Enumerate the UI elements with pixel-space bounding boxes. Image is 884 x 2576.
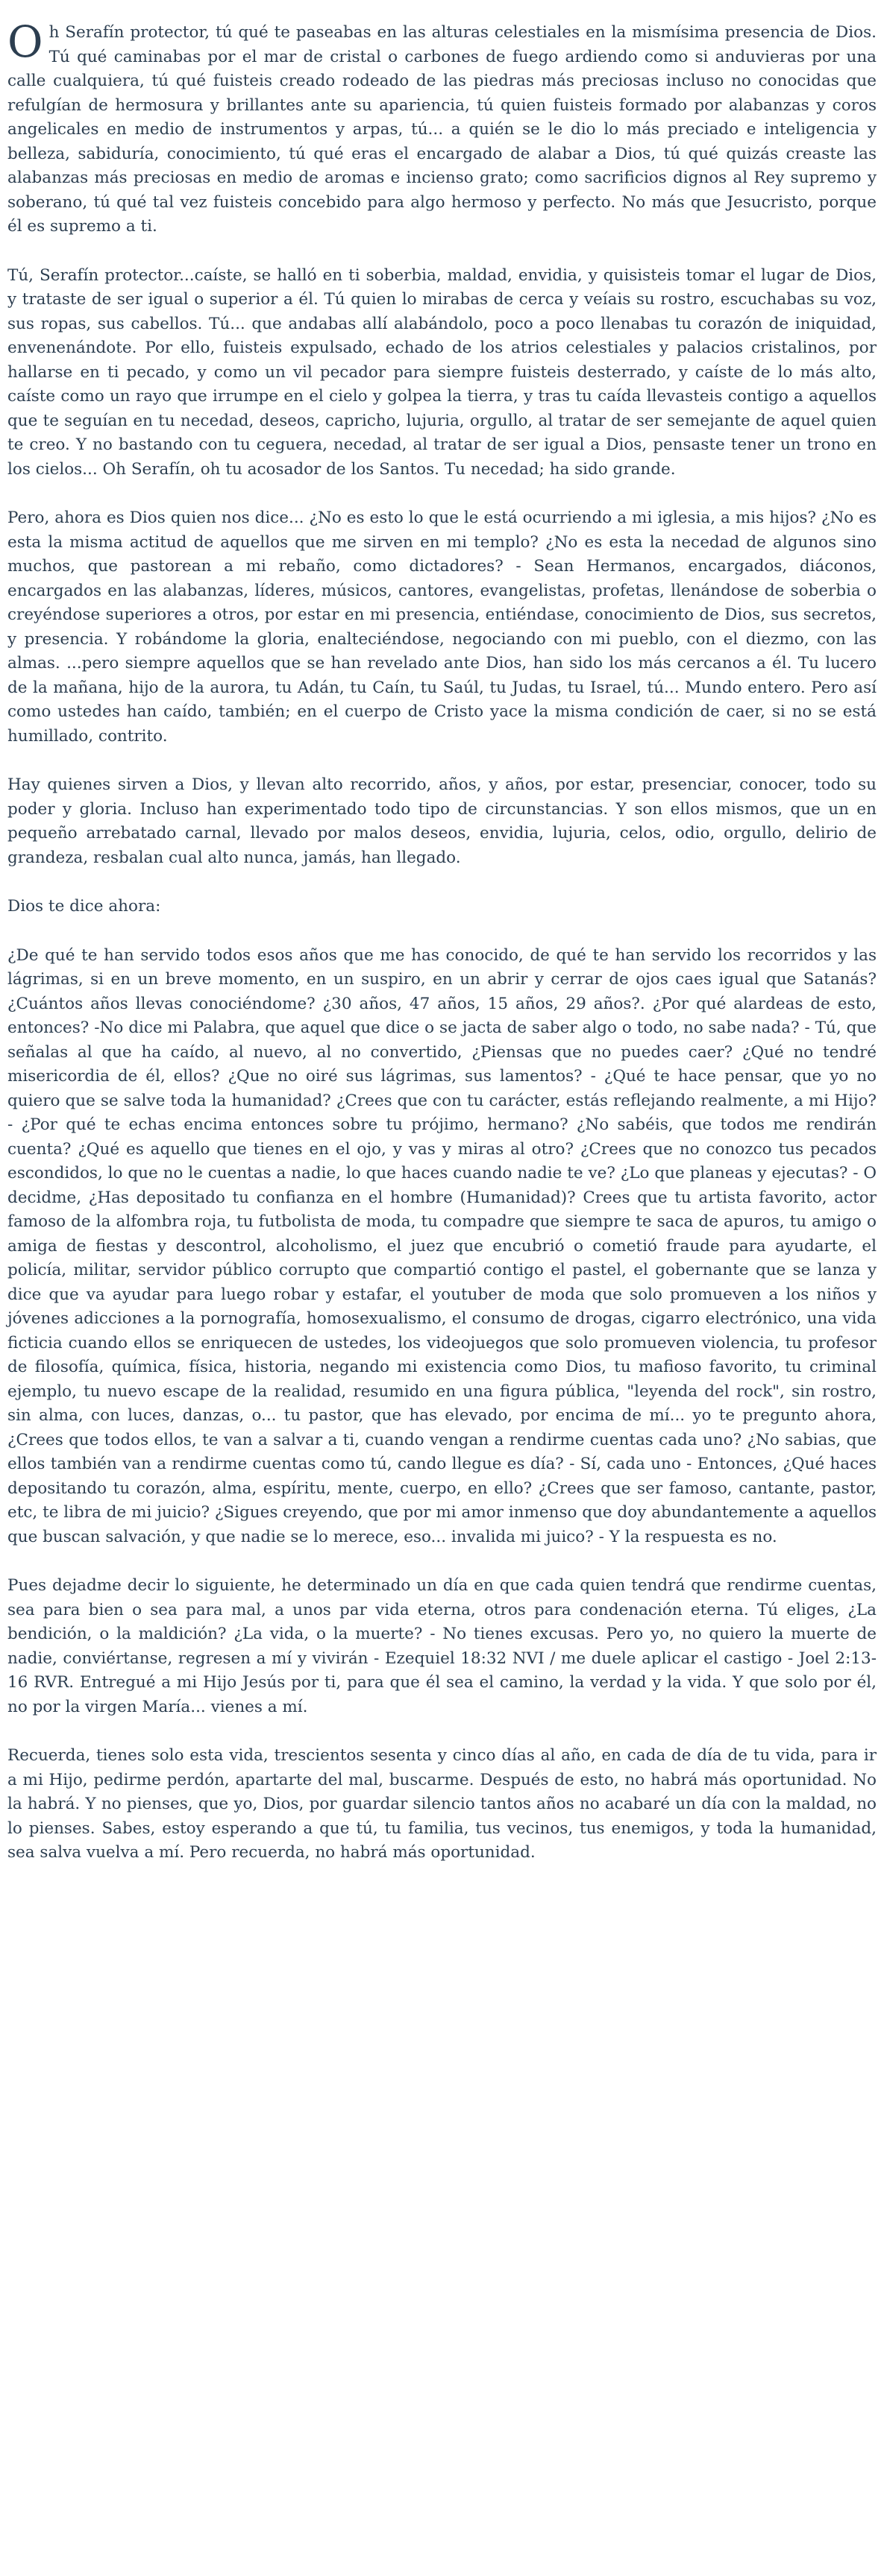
paragraph-1-text: h Serafín protector, tú qué te paseabas en las alturas celestiales en la mismísima presencia de Dios. Tú qué caminabas por el mar de cristal o carbones de fuego ardiendo como si anduvieras por una calle cualquiera, tú qué fuisteis creado rodeado de las piedras más preciosas incluso no conocidas que refulgían de hermosura y brillantes ante su apariencia, tú quien fuisteis formado por alabanzas y coros angelicales en medio de instrumentos y arpas, tú... a quién se le dio lo más preciado e inteligencia y belleza, sabiduría, conocimiento, tú qué eras el encargado de alabar a Dios, tú qué quizás creaste las alabanzas más preciosas en medio de aromas e incienso grato; como sacrificios dignos al Rey supremo y soberano, tú qué tal vez fuisteis concebido para algo hermoso y perfecto. No más que Jesucristo, porque él es supremo a ti.	[7, 23, 877, 236]
drop-cap: O	[7, 16, 43, 67]
paragraph-7: Pues dejadme decir lo siguiente, he determinado un día en que cada quien tendrá que rendirme cuentas, sea para bien o sea para mal, a unos par vida eterna, otros para condenación eterna. Tú eliges, ¿La bendición, o la maldición? ¿La vida, o la muerte? - No tienes excusas. Pero yo, no quiero la muerte de nadie, conviértanse, regresen a mí y vivirán - Ezequiel 18:32 NVI / me duele aplicar el castigo - Joel 2:13-16 RVR. Entregué a mi Hijo Jesús por ti, para que él sea el camino, la verdad y la vida. Y que solo por él, no por la virgen María... vienes a mí.	[7, 1576, 877, 1716]
paragraph-3: Pero, ahora es Dios quien nos dice... ¿No es esto lo que le está ocurriendo a mi iglesia, a mis hijos? ¿No es esta la misma actitud de aquellos que me sirven en mi templo? ¿No es esta la necedad de algunos sino muchos, que pastorean a mi rebaño, como dictadores? - Sean Hermanos, encargados, diáconos, encargados en las alabanzas, líderes, músicos, cantores, evangelistas, profetas, llenándose de soberbia o creyéndose superiores a otros, por estar en mi presencia, entiéndase, conocimiento de Dios, sus secretos, y presencia. Y robándome la gloria, enalteciéndose, negociando con mi pueblo, con el diezmo, con las almas. ...pero siempre aquellos que se han revelado ante Dios, han sido los más cercanos a él. Tu lucero de la mañana, hijo de la aurora, tu Adán, tu Caín, tu Saúl, tu Judas, tu Israel, tú... Mundo entero. Pero así como ustedes han caído, también; en el cuerpo de Cristo yace la misma condición de caer, si no se está humillado, contrito.	[7, 508, 877, 746]
paragraph-1	[7, 16, 877, 239]
paragraph-2: Tú, Serafín protector...caíste, se halló en ti soberbia, maldad, envidia, y quisisteis tomar el lugar de Dios, y trataste de ser igual o superior a él. Tú quien lo mirabas de cerca y veíais su rostro, escuchabas su voz, sus ropas, sus cabellos. Tú... que andabas allí alabándolo, poco a poco llenabas tu corazón de iniquidad, envenenándote. Por ello, fuisteis expulsado, echado de los atrios celestiales y palacios cristalinos, por hallarse en ti pecado, y como un vil pecador para siempre fuisteis desterrado, y caíste de lo más alto, caíste como un rayo que irrumpe en el cielo y golpea la tierra, y tras tu caída llevasteis contigo a aquellos que te seguían en tu necedad, deseos, capricho, lujuria, orgullo, al tratar de ser semejante de aquel quien te creo. Y no bastando con tu ceguera, necedad, al tratar de ser igual a Dios, pensaste tener un trono en los cielos... Oh Serafín, oh tu acosador de los Santos. Tu necedad; ha sido grande.	[7, 265, 877, 479]
paragraph-4: Hay quienes sirven a Dios, y llevan alto recorrido, años, y años, por estar, presenciar, conocer, todo su poder y gloria. Incluso han experimentado todo tipo de circunstancias. Y son ellos mismos, que un en pequeño arrebatado carnal, llevado por malos deseos, envidia, lujuria, celos, odio, orgullo, delirio de grandeza, resbalan cual alto nunca, jamás, han llegado.	[7, 775, 877, 867]
paragraph-5: Dios te dice ahora:	[7, 897, 161, 916]
paragraph-8: Recuerda, tienes solo esta vida, trescientos sesenta y cinco días al año, en cada de día de tu vida, para ir a mi Hijo, pedirme perdón, apartarte del mal, buscarme. Después de esto, no habrá más oportunidad. No la habrá. Y no pienses, que yo, Dios, por guardar silencio tantos años no acabaré un día con la maldad, no lo pienses. Sabes, estoy esperando a que tú, tu familia, tus vecinos, tus enemigos, y toda la humanidad, sea salva vuelva a mí. Pero recuerda, no habrá más oportunidad.	[7, 1746, 877, 1862]
paragraph-6: ¿De qué te han servido todos esos años que me has conocido, de qué te han servido los recorridos y las lágrimas, si en un breve momento, en un suspiro, en un abrir y cerrar de ojos caes igual que Satanás? ¿Cuántos años llevas conociéndome? ¿30 años, 47 años, 15 años, 29 años?. ¿Por qué alardeas de esto, entonces? -No dice mi Palabra, que aquel que dice o se jacta de saber algo o todo, no sabe nada? - Tú, que señalas al que ha caído, al nuevo, al no convertido, ¿Piensas que no puedes caer? ¿Qué no tendré misericordia de él, ellos? ¿Que no oiré sus lágrimas, sus lamentos? - ¿Qué te hace pensar, que yo no quiero que se salve toda la humanidad? ¿Crees que con tu carácter, estás reflejando realmente, a mi Hijo? - ¿Por qué te echas encima entonces sobre tu prójimo, hermano? ¿No sabéis, que todos me rendirán cuenta? ¿Qué es aquello que tienes en el ojo, y vas y miras al otro? ¿Crees que no conozco tus pecados escondidos, lo que no le cuentas a nadie, lo que haces cuando nadie te ve? ¿Lo que planeas y ejecutas? - O decidme, ¿Has depositado tu confianza en el hombre (Humanidad)? Crees que tu artista favorito, actor famoso de la alfombra roja, tu futbolista de moda, tu compadre que siempre te saca de apuros, tu amigo o amiga de fiestas y descontrol, alcoholismo, el juez que encubrió o cometió fraude para ayudarte, el policía, militar, servidor público corrupto que compartió contigo el pastel, el gobernante que se lanza y dice que va ayudar para luego robar y estafar, el youtuber de moda que solo promueven a los niños y jóvenes adicciones a la pornografía, homosexualismo, el consumo de drogas, cigarro electrónico, una vida ficticia cuando ellos se enriquecen de ustedes, los videojuegos que solo promueven violencia, tu profesor de filosofía, química, física, historia, negando mi existencia como Dios, tu mafioso favorito, tu criminal ejemplo, tu nuevo escape de la realidad, resumido en una figura pública, "leyenda del rock", sin rostro, sin alma, con luces, danzas, o... tu pastor, que has elevado, por encima de mí... yo te pregunto ahora, ¿Crees que todos ellos, te van a salvar a ti, cuando vengan a rendirme cuentas cada uno? ¿No sabias, que ellos también van a rendirme cuentas como tú, cando llegue es día? - Sí, cada uno - Entonces, ¿Qué haces depositando tu corazón, alma, espíritu, mente, cuerpo, en ello? ¿Crees que ser famoso, cantante, pastor, etc, te libra de mi juicio? ¿Sigues creyendo, que por mi amor inmenso que doy abundantemente a aquellos que buscan salvación, y que nadie se lo merece, eso... invalida mi juico? - Y la respuesta es no.	[7, 945, 877, 1546]
